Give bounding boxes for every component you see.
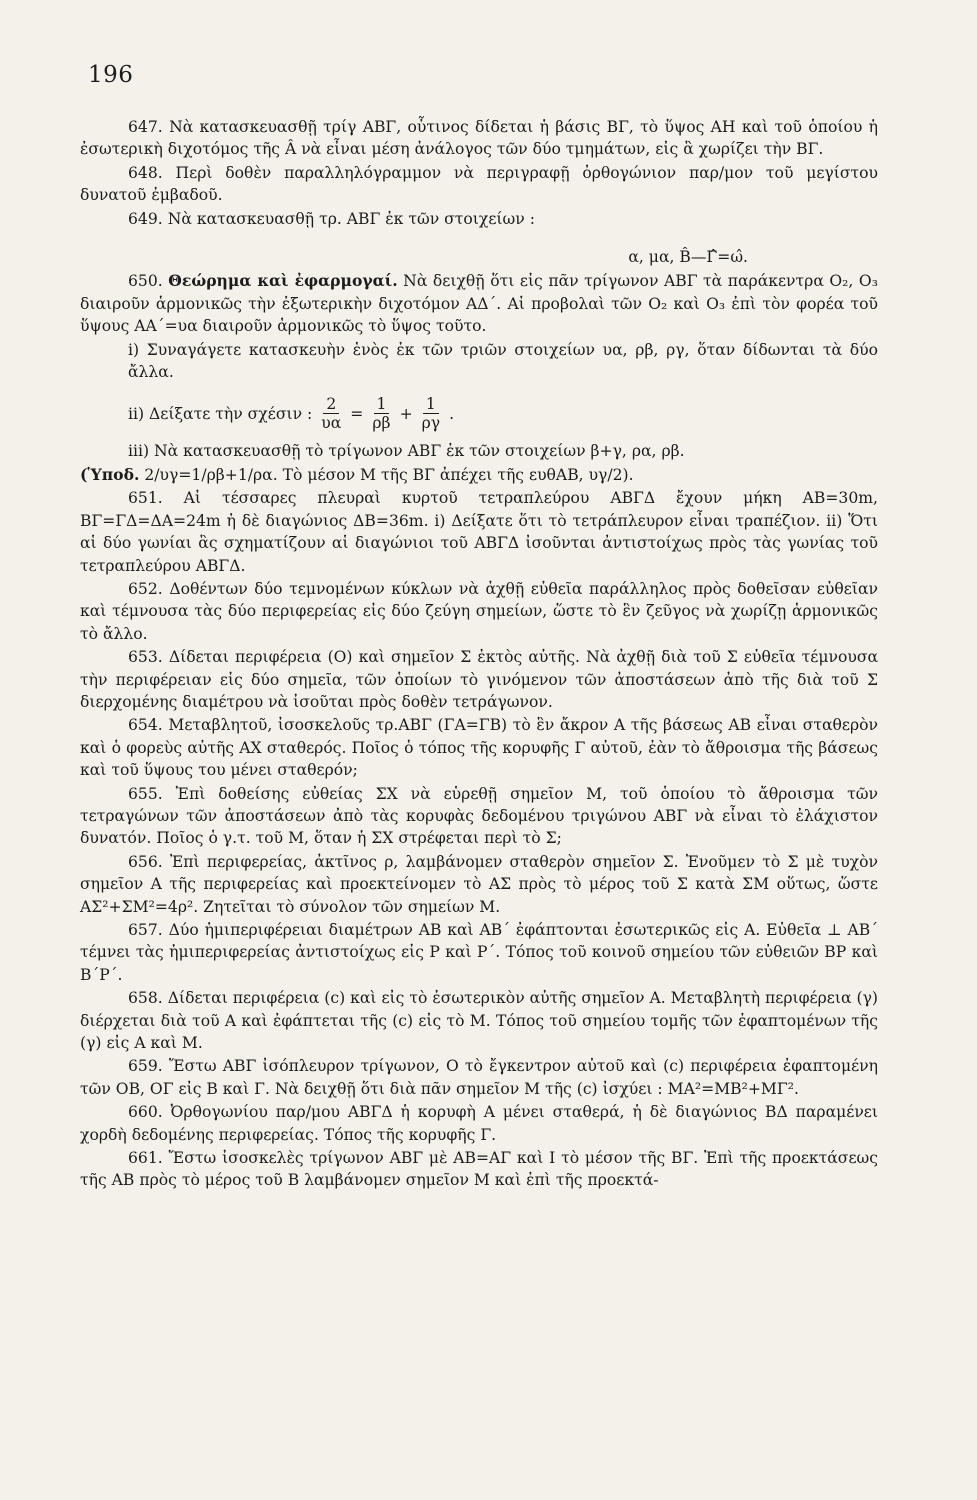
problem-number: 647. — [128, 118, 163, 136]
problem-649-given: α, μα, B̂—Γ̂=ω̂. — [628, 248, 748, 267]
problem-650-formula — [80, 395, 878, 432]
hint-label: (Ὑποδ. — [80, 464, 140, 484]
problem-text: Περὶ δοθὲν παραλληλόγραμμον νὰ περιγραφῇ ὀρθογώνιον παρ/μον τοῦ μεγίστου δυνατοῦ ἐμβαδοῦ. — [80, 163, 878, 205]
problem-659 — [80, 1055, 878, 1100]
problem-658 — [80, 987, 878, 1054]
problem-text: Νὰ κατασκευασθῇ τρ. ΑΒΓ ἐκ τῶν στοιχείων : — [167, 209, 535, 228]
problem-heading: Θεώρημα καὶ ἐφαρμογαί. — [168, 271, 398, 291]
problem-number: 648. — [128, 163, 163, 182]
problem-number: 650. — [128, 272, 163, 291]
problem-648 — [80, 162, 878, 207]
problem-text: Μεταβλητοῦ, ἰσοσκελοῦς τρ.ΑΒΓ (ΓΑ=ΓΒ) τὸ ἓν ἄκρον Α τῆς βάσεως ΑΒ εἶναι σταθερὸν καὶ ὁ φορεὺς αὐτῆς ΑΧ σταθερός. Ποῖος ὁ τόπος τῆς κορυφῆς Γ αὐτοῦ, ἐὰν τὸ ἄθροισμα τῆς βάσεως καὶ τοῦ ὕψους του μένει σταθερόν; — [80, 716, 878, 780]
problem-text: Ἐπὶ περιφερείας, ἀκτῖνος ρ, λαμβάνομεν σταθερὸν σημεῖον Σ. Ἑνοῦμεν τὸ Σ μὲ τυχὸν σημεῖον Α τῆς περιφερείας καὶ προεκτείνομεν τὸ ΑΣ πρὸς τὸ μέρος τοῦ Σ κατὰ ΣΜ οὕτως, ὥστε ΑΣ²+ΣΜ²=4ρ². Ζητεῖται τὸ σύνολον τῶν σημείων Μ. — [80, 852, 878, 916]
problem-text: Ὀρθογωνίου παρ/μου ΑΒΓΔ ἡ κορυφὴ Α μένει σταθερά, ἡ δὲ διαγώνιος ΒΔ παραμένει χορδὴ δεδομένης περιφερείας. Τόπος τῆς κορυφῆς Γ. — [80, 1103, 878, 1144]
problem-text: Νὰ δειχθῇ ὅτι εἰς πᾶν τρίγωνον ΑΒΓ τὰ παράκεντρα Ο₂, Ο₃ διαιροῦν ἁρμονικῶς τὴν ἐξωτερικὴν διχοτόμον ΑΔ΄. Αἱ προβολαὶ τῶν Ο₂ καὶ Ο₃ ἐπὶ τὸν φορέα τοῦ ὕψους ΑΑ΄=υα διαιροῦν ἁρμονικῶς τὸ ὕψος τοῦτο. — [80, 272, 878, 336]
problem-653 — [80, 646, 878, 713]
problem-660 — [80, 1101, 878, 1146]
problem-656 — [80, 851, 878, 918]
fraction-3 — [419, 395, 444, 432]
problem-text: Νὰ κατασκευασθῇ τρίγ ΑΒΓ, οὗτινος δίδεται ἡ βάσις ΒΓ, τὸ ὕψος ΑΗ καὶ τοῦ ὁποίου ἡ ἐσωτερικὴ διχοτόμος τῆς Â νὰ εἶναι μέση ἀνάλογος τῶν δύο τμημάτων, εἰς ἃ χωρίζει τὴν ΒΓ. — [80, 118, 878, 159]
hint-text: 2/υγ=1/ρβ+1/ρα. Τὸ μέσον Μ τῆς ΒΓ ἀπέχει τῆς ευθΑΒ, υγ/2). — [144, 465, 634, 484]
fraction-numerator: 1 — [423, 395, 439, 414]
problem-number: 654. — [128, 716, 163, 735]
problem-text: Ἐπὶ δοθείσης εὐθείας ΣΧ νὰ εὑρεθῇ σημεῖον Μ, τοῦ ὁποίου τὸ ἄθροισμα τῶν τετραγώνων τῶν ἀποστάσεων ἀπὸ τὰς κορυφὰς δεδομένου τριγώνου ΑΒΓ νὰ εἶναι τὸ ἐλάχιστον δυνατόν. Ποῖος ὁ γ.τ. τοῦ Μ, ὅταν ἡ ΣΧ στρέφεται περὶ τὸ Σ; — [80, 784, 878, 848]
page-number: 196 — [88, 62, 134, 88]
formula-label: ii) Δείξατε τὴν σχέσιν : — [128, 404, 313, 423]
problem-650-part-i: i) Συναγάγετε κατασκευὴν ἑνὸς ἐκ τῶν τριῶν στοιχείων υα, ρβ, ργ, ὅταν δίδωνται τὰ δύο ἄλλα. — [128, 340, 878, 382]
problem-652 — [80, 578, 878, 645]
fraction-denominator: ργ — [421, 414, 441, 433]
problem-text: Αἱ τέσσαρες πλευραὶ κυρτοῦ τετραπλεύρου ΑΒΓΔ ἔχουν μήκη ΑΒ=30m, ΒΓ=ΓΔ=ΔΑ=24m ἡ δὲ διαγώνιος ΔΒ=36m. i) Δείξατε ὅτι τὸ τετράπλευρον εἶναι τραπέζιον. ii) Ὅτι αἱ δύο γωνίαι ἃς σχηματίζουν αἱ διαγώνιοι τοῦ ΑΒΓΔ ἰσοῦνται ἀντιστοίχως πρὸς τὰς γωνίας τοῦ τετραπλεύρου ΑΒΓΔ. — [80, 489, 878, 575]
problem-647 — [80, 116, 878, 161]
problem-654 — [80, 714, 878, 781]
problem-text: Ἔστω ΑΒΓ ἰσόπλευρον τρίγωνον, Ο τὸ ἔγκεντρον αὐτοῦ καὶ (c) περιφέρεια ἐφαπτομένη τῶν ΟΒ, ΟΓ εἰς Β καὶ Γ. Νὰ δειχθῇ ὅτι διὰ πᾶν σημεῖον Μ τῆς (c) ἰσχύει : ΜΑ²=ΜΒ²+ΜΓ². — [80, 1057, 878, 1098]
plus-sign: + — [399, 404, 413, 423]
problem-650-hint — [80, 464, 878, 486]
problem-661 — [80, 1147, 878, 1192]
problem-655 — [80, 783, 878, 850]
problem-number: 658. — [128, 989, 163, 1008]
problem-number: 651. — [128, 489, 163, 508]
problem-number: 652. — [128, 579, 163, 598]
problem-number: 649. — [128, 209, 163, 228]
equals-sign: = — [350, 404, 364, 423]
problem-number: 653. — [128, 648, 163, 667]
period: . — [449, 404, 455, 423]
problem-650-part-iii: iii) Νὰ κατασκευασθῇ τὸ τρίγωνον ΑΒΓ ἐκ τῶν στοιχείων β+γ, ρα, ρβ. — [128, 442, 685, 461]
problem-number: 661. — [128, 1149, 163, 1168]
problem-text: Ἔστω ἰσοσκελὲς τρίγωνον ΑΒΓ μὲ ΑΒ=ΑΓ καὶ Ι τὸ μέσον τῆς ΒΓ. Ἐπὶ τῆς προεκτάσεως τῆς ΑΒ πρὸς τὸ μέρος τοῦ Β λαμβάνομεν σημεῖον Μ καὶ ἐπὶ τῆς προεκτά- — [80, 1149, 878, 1190]
fraction-numerator: 2 — [323, 395, 339, 414]
problem-text: Δίδεται περιφέρεια (c) καὶ εἰς τὸ ἐσωτερικὸν αὐτῆς σημεῖον Α. Μεταβλητὴ περιφέρεια (γ) διέρχεται διὰ τοῦ Α καὶ ἐφάπτεται τῆς (c) εἰς τὸ Μ. Τόπος τοῦ σημείου τομῆς τῶν ἐφαπτομένων τῆς (γ) εἰς Α καὶ Μ. — [80, 989, 878, 1053]
problem-650 — [80, 270, 878, 337]
problem-number: 660. — [128, 1103, 163, 1122]
fraction-numerator: 1 — [374, 395, 390, 414]
fraction-denominator: ρβ — [372, 414, 391, 433]
page-body — [80, 116, 878, 1193]
problem-number: 655. — [128, 784, 163, 803]
problem-text: Δίδεται περιφέρεια (Ο) καὶ σημεῖον Σ ἐκτὸς αὐτῆς. Νὰ ἀχθῇ διὰ τοῦ Σ εὐθεῖα τέμνουσα τὴν περιφέρειαν εἰς δύο σημεῖα, τῶν ὁποίων τὸ γινόμενον τῶν ἀποστάσεων ἀπὸ τῆς διὰ τοῦ Σ διερχομένης διαμέτρου νὰ ἰσοῦται πρὸς δοθὲν τετράγωνον. — [80, 648, 878, 711]
problem-657 — [80, 919, 878, 986]
fraction-1 — [318, 395, 344, 432]
problem-651 — [80, 487, 878, 577]
problem-number: 657. — [128, 921, 163, 939]
problem-number: 656. — [128, 852, 163, 871]
problem-649 — [80, 208, 878, 230]
problem-text: Δοθέντων δύο τεμνομένων κύκλων νὰ ἀχθῇ εὐθεῖα παράλληλος πρὸς δοθεῖσαν εὐθεῖαν καὶ τέμνουσα τὰς δύο περιφερείας εἰς δύο ζεύγη σημείων, ὥστε τὸ ἓν ζεῦγος νὰ χωρίζῃ ἁρμονικῶς τὸ ἄλλο. — [80, 579, 878, 643]
fraction-2 — [369, 395, 393, 432]
problem-text: Δύο ἡμιπεριφέρειαι διαμέτρων ΑΒ καὶ ΑΒ΄ ἐφάπτονται ἐσωτερικῶς εἰς Α. Εὐθεῖα ⊥ ΑΒ΄ τέμνει τὰς ἡμιπεριφερείας ἀντιστοίχως εἰς Ρ καὶ Ρ΄. Τόπος τοῦ κοινοῦ σημείου τῶν εὐθειῶν ΒΡ καὶ Β΄Ρ΄. — [80, 921, 878, 984]
problem-number: 659. — [128, 1057, 163, 1076]
fraction-denominator: υα — [321, 414, 342, 433]
